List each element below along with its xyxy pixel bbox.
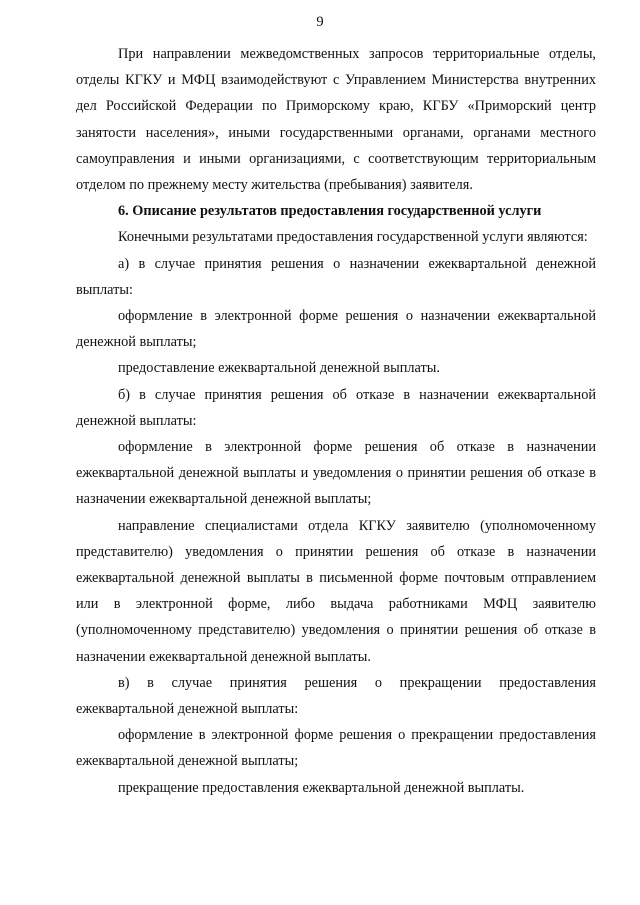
paragraph-interagency-requests: При направлении межведомственных запросов территориальные отделы, отделы КГКУ и МФЦ взаимодействуют с Управлением Министерства внутренних дел Российской Федерации по Приморскому краю, КГБУ «Приморский центр занятости населения», иными государственными органами, органами местного самоуправления и иными организациями, с соответствующим территориальным отделом по прежнему месту жительства (пребывания) заявителя. xyxy=(76,46,596,194)
paragraph-final-results-intro: Конечными результатами предоставления государственной услуги являются: xyxy=(118,229,588,246)
paragraph-b-notification: направление специалистами отдела КГКУ заявителю (уполномоченному представителю) уведомления о принятии решения об отказе в назначении ежеквартальной денежной выплаты в письменной форме почтовым отправлением или в электронной форме, либо выдача работниками МФЦ заявителю (уполномоченному представителю) уведомления о принятии решения об отказе в назначении ежеквартальной денежной выплаты. xyxy=(76,517,596,665)
paragraph-b-decision-form: оформление в электронной форме решения об отказе в назначении ежеквартальной денежной выплаты и уведомления о принятии решения об отказе в назначении ежеквартальной денежной выплаты; xyxy=(76,439,596,508)
document-body xyxy=(76,41,596,801)
paragraph-a-payment: предоставление ежеквартальной денежной выплаты. xyxy=(118,360,440,377)
list-item-b: б) в случае принятия решения об отказе в назначении ежеквартальной денежной выплаты: xyxy=(76,386,596,429)
list-item-c: в) в случае принятия решения о прекращении предоставления ежеквартальной денежной выплаты: xyxy=(76,674,596,718)
list-item-a: а) в случае принятия решения о назначении ежеквартальной денежной выплаты: xyxy=(76,255,596,298)
paragraph-a-decision-form: оформление в электронной форме решения о назначении ежеквартальной денежной выплаты; xyxy=(76,308,596,351)
paragraph-c-decision-form: оформление в электронной форме решения о прекращении предоставления ежеквартальной денежной выплаты; xyxy=(76,727,596,770)
page-number: 9 xyxy=(316,14,324,30)
section-heading: 6. Описание результатов предоставления государственной услуги xyxy=(118,203,542,220)
paragraph-c-termination: прекращение предоставления ежеквартальной денежной выплаты. xyxy=(118,779,525,796)
